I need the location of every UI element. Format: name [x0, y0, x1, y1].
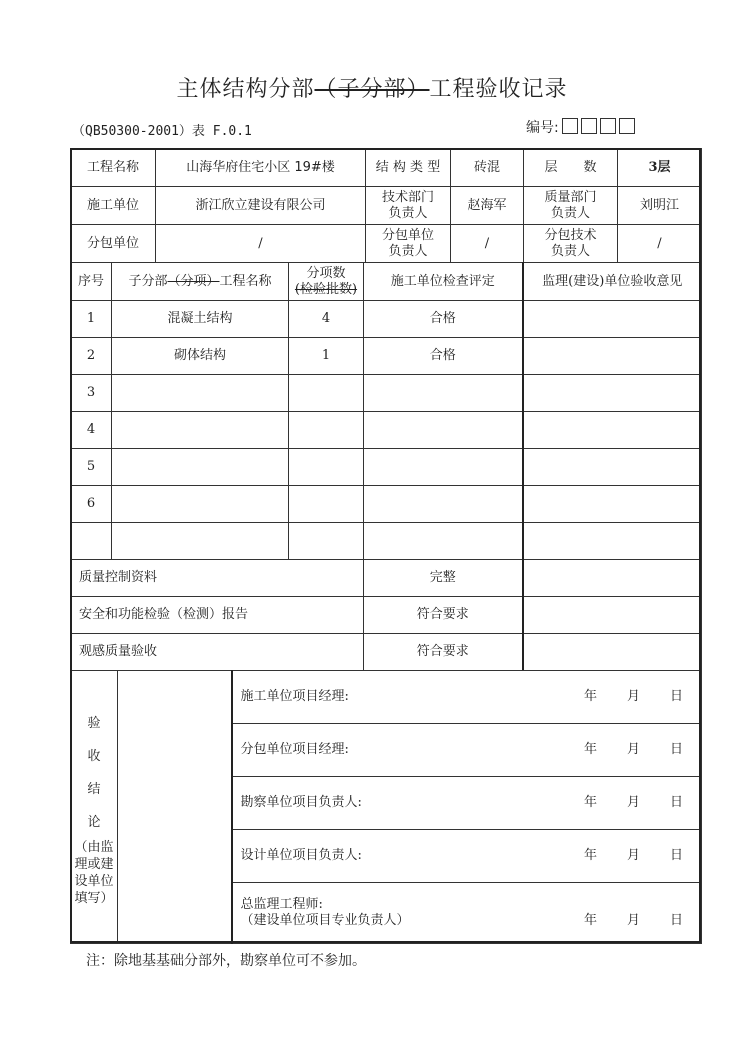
- row-seq: 5: [71, 449, 112, 486]
- summary-row: [71, 560, 702, 597]
- conclusion-content[interactable]: [118, 671, 232, 944]
- table-row: [71, 412, 702, 449]
- day-label: 日: [669, 848, 683, 863]
- row-seq: 2: [71, 338, 112, 375]
- month-label: 月: [626, 689, 640, 704]
- month-label: 月: [626, 742, 640, 757]
- conclusion-note: （由监理或建设单位填写）: [74, 840, 114, 906]
- year-label: 年: [583, 742, 597, 757]
- table-row: [71, 523, 702, 560]
- day-label: 日: [669, 742, 683, 757]
- sub-tech-label: 分包技术负责人: [524, 225, 618, 263]
- row-seq: [71, 523, 112, 560]
- month-label: 月: [626, 913, 640, 928]
- table-row: [71, 486, 702, 523]
- row-name: [112, 523, 289, 560]
- date-field: [554, 913, 683, 929]
- col-eval: 施工单位检查评定: [364, 263, 523, 301]
- number-box[interactable]: [619, 118, 635, 134]
- table-row: [71, 301, 702, 338]
- project-name: 山海华府住宅小区 19#楼: [156, 149, 366, 187]
- sub-head: /: [451, 225, 524, 263]
- tech-head: 赵海军: [451, 187, 524, 225]
- col-seq: 序号: [71, 263, 112, 301]
- table-row: [71, 375, 702, 412]
- col-count: [289, 263, 364, 301]
- number-box[interactable]: [600, 118, 616, 134]
- row-count: [289, 449, 364, 486]
- row-seq: 1: [71, 301, 112, 338]
- summary-opinion[interactable]: [523, 560, 702, 597]
- title-struck: （子分部）: [314, 77, 430, 102]
- row-eval[interactable]: 合格: [364, 338, 523, 375]
- signer-row[interactable]: [232, 883, 702, 944]
- project-name-label: 工程名称: [71, 149, 156, 187]
- signer-row[interactable]: [232, 830, 702, 883]
- header-table: [70, 148, 702, 263]
- summary-eval[interactable]: 完整: [364, 560, 523, 597]
- page-title: [0, 72, 744, 103]
- col-name: [112, 263, 289, 301]
- form-code: （QB50300-2001）表 F.0.1: [72, 124, 252, 139]
- year-label: 年: [583, 689, 597, 704]
- row-seq: 3: [71, 375, 112, 412]
- col-name-a: 子分部: [128, 273, 168, 289]
- signer-row[interactable]: [232, 724, 702, 777]
- table-row: [71, 449, 702, 486]
- conclusion-title: 验收结论: [87, 716, 101, 830]
- quality-head: 刘明江: [618, 187, 702, 225]
- signer-sub: （建设单位项目专业负责人）: [240, 913, 410, 928]
- row-eval[interactable]: [364, 375, 523, 412]
- form-number: [526, 117, 635, 137]
- col-name-struck: （分项）: [167, 273, 220, 289]
- signer-role: 总监理工程师:: [240, 897, 323, 912]
- date-field: [554, 848, 683, 864]
- row-eval[interactable]: 合格: [364, 301, 523, 338]
- row-name: 砌体结构: [112, 338, 289, 375]
- quality-head-label: 质量部门负责人: [524, 187, 618, 225]
- title-tail: 工程验收记录: [429, 77, 568, 102]
- date-field: [554, 795, 683, 811]
- row-count: 1: [289, 338, 364, 375]
- day-label: 日: [669, 913, 683, 928]
- tech-head-label: 技术部门负责人: [366, 187, 451, 225]
- signer-row[interactable]: [232, 671, 702, 724]
- col-count-struck: (检验批数): [294, 281, 358, 297]
- row-count: [289, 375, 364, 412]
- row-opinion[interactable]: [523, 301, 702, 338]
- contractor-label: 施工单位: [71, 187, 156, 225]
- sub-head-label: 分包单位负责人: [366, 225, 451, 263]
- summary-opinion[interactable]: [523, 597, 702, 634]
- year-label: 年: [583, 848, 597, 863]
- number-box[interactable]: [581, 118, 597, 134]
- date-field: [554, 742, 683, 758]
- day-label: 日: [669, 689, 683, 704]
- summary-label: 观感质量验收: [71, 634, 364, 671]
- col-count-a: 分项数: [306, 265, 346, 281]
- row-name: 混凝土结构: [112, 301, 289, 338]
- table-row: [71, 338, 702, 375]
- row-seq: 4: [71, 412, 112, 449]
- structure-type-label: 结 构 类 型: [366, 149, 451, 187]
- summary-eval[interactable]: 符合要求: [364, 634, 523, 671]
- title-main: 主体结构分部: [176, 77, 315, 102]
- row-opinion[interactable]: [523, 375, 702, 412]
- summary-row: [71, 597, 702, 634]
- date-field: [554, 689, 683, 705]
- signer-role: 勘察单位项目负责人:: [240, 795, 362, 810]
- year-label: 年: [583, 795, 597, 810]
- month-label: 月: [626, 848, 640, 863]
- summary-opinion[interactable]: [523, 634, 702, 671]
- summary-row: [71, 634, 702, 671]
- col-name-b: 工程名称: [219, 273, 272, 289]
- row-name: [112, 486, 289, 523]
- summary-label: 质量控制资料: [71, 560, 364, 597]
- floors-label: 层 数: [524, 149, 618, 187]
- row-eval[interactable]: [364, 412, 523, 449]
- summary-label: 安全和功能检验（检测）报告: [71, 597, 364, 634]
- sub-label: 分包单位: [71, 225, 156, 263]
- day-label: 日: [669, 795, 683, 810]
- row-count: [289, 523, 364, 560]
- signer-role: 分包单位项目经理:: [240, 742, 349, 757]
- row-eval[interactable]: [364, 449, 523, 486]
- row-opinion[interactable]: [523, 338, 702, 375]
- summary-eval[interactable]: 符合要求: [364, 597, 523, 634]
- signer-role: 设计单位项目负责人:: [240, 848, 362, 863]
- row-eval[interactable]: [364, 523, 523, 560]
- row-opinion[interactable]: [523, 449, 702, 486]
- col-opinion: 监理(建设)单位验收意见: [523, 263, 702, 301]
- signer-role: 施工单位项目经理:: [240, 689, 349, 704]
- signer-row[interactable]: [232, 777, 702, 830]
- floors: 3层: [618, 149, 702, 187]
- footnote: 注：除地基基础分部外，勘察单位可不参加。: [86, 953, 366, 969]
- row-name: [112, 449, 289, 486]
- row-eval[interactable]: [364, 486, 523, 523]
- conclusion-label: [71, 671, 118, 944]
- items-table: [70, 262, 702, 671]
- row-opinion[interactable]: [523, 486, 702, 523]
- contractor: 浙江欣立建设有限公司: [156, 187, 366, 225]
- row-seq: 6: [71, 486, 112, 523]
- row-name: [112, 375, 289, 412]
- row-opinion[interactable]: [523, 523, 702, 560]
- number-label: 编号:: [526, 120, 559, 136]
- row-name: [112, 412, 289, 449]
- row-count: 4: [289, 301, 364, 338]
- year-label: 年: [583, 913, 597, 928]
- conclusion-table: [70, 670, 702, 944]
- structure-type: 砖混: [451, 149, 524, 187]
- sub-tech: /: [618, 225, 702, 263]
- number-box[interactable]: [562, 118, 578, 134]
- sub: /: [156, 225, 366, 263]
- row-opinion[interactable]: [523, 412, 702, 449]
- month-label: 月: [626, 795, 640, 810]
- row-count: [289, 486, 364, 523]
- row-count: [289, 412, 364, 449]
